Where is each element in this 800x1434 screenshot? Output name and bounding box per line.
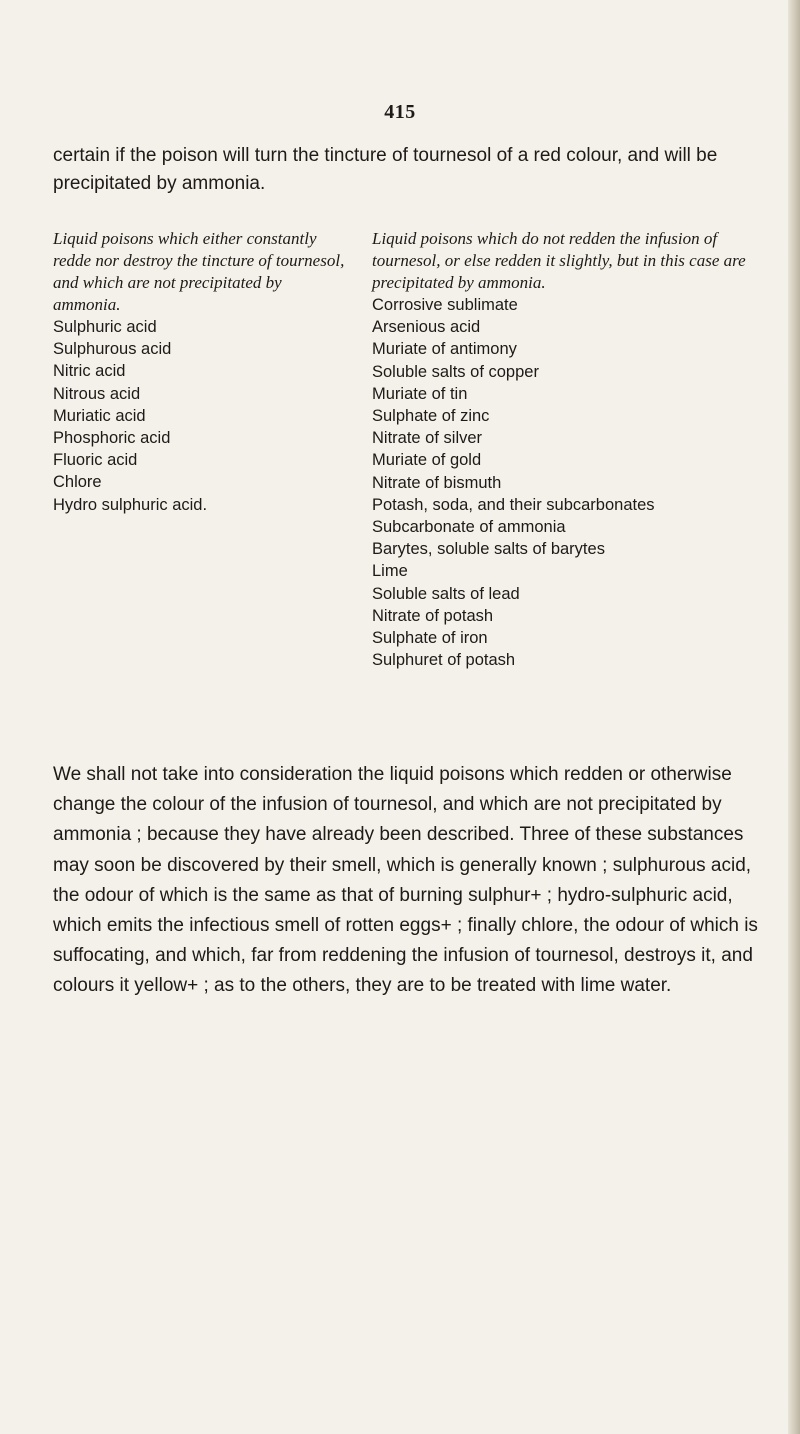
left-item: Sulphurous acid (53, 340, 172, 359)
right-item: Potash, soda, and their subcarbonates (372, 495, 655, 514)
right-item: Nitrate of silver (372, 429, 483, 448)
right-item: Nitrate of bismuth (372, 473, 502, 492)
right-column-heading: Liquid poisons which do not redden the infusion of tournesol, or else redden it slightly, but in this case are precipitated by ammonia. (372, 229, 746, 292)
left-item: Fluoric acid (53, 451, 138, 470)
right-item: Arsenious acid (372, 318, 481, 337)
right-item: Sulphate of zinc (372, 407, 490, 426)
left-item: Nitric acid (53, 362, 126, 381)
right-item: Sulphate of iron (372, 629, 488, 648)
page-edge (788, 0, 800, 1434)
right-column (372, 228, 764, 671)
intro-paragraph: certain if the poison will turn the tincture of tournesol of a red colour, and will be precipitated by ammonia. (53, 145, 718, 194)
right-item: Soluble salts of copper (372, 362, 539, 381)
body-paragraph: We shall not take into consideration the liquid poisons which redden or otherwise change the colour of the infusion of tournesol, and which are not precipitated by ammonia ; because they have already been described. Three of these substances may soon be discovered by their smell, which is generally known ; sulphurous acid, the odour of which is the same as that of burning sulphur+ ; hydro-sulphuric acid, which emits the infectious smell of rotten eggs+ ; finally chlore, the odour of which is suffocating, and which, far from reddening the infusion of tournesol, destroys it, and colours it yellow+ ; as to the others, they are to be treated with lime water. (53, 764, 758, 997)
left-column-heading: Liquid poisons which either constantly redde nor destroy the tincture of tournesol, and which are not precipitated by ammonia. (53, 229, 345, 314)
right-item: Sulphuret of potash (372, 651, 516, 670)
left-item: Nitrous acid (53, 384, 141, 403)
right-item: Subcarbonate of ammonia (372, 518, 566, 537)
right-item: Muriate of gold (372, 451, 482, 470)
left-column (53, 228, 345, 516)
left-item: Hydro sulphuric acid. (53, 495, 208, 514)
page-number: 415 (384, 101, 416, 123)
right-item: Muriate of antimony (372, 340, 517, 359)
left-item: Phosphoric acid (53, 429, 171, 448)
left-item: Sulphuric acid (53, 318, 157, 336)
left-item: Chlore (53, 473, 102, 492)
right-item: Lime (372, 562, 408, 581)
right-item: Corrosive sublimate (372, 296, 518, 314)
right-item: Nitrate of potash (372, 606, 494, 625)
right-item: Soluble salts of lead (372, 584, 520, 603)
right-item: Barytes, soluble salts of barytes (372, 540, 605, 559)
left-item: Muriatic acid (53, 406, 146, 425)
right-item: Muriate of tin (372, 384, 468, 403)
